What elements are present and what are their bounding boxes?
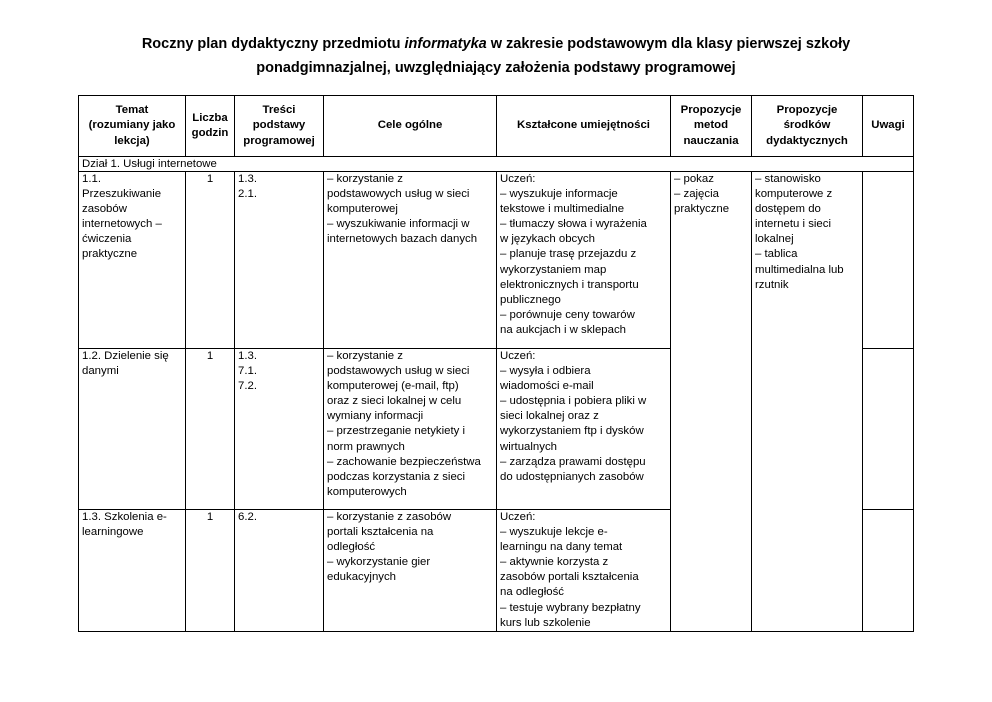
row-liczba: 1 [186, 172, 235, 349]
row-umiejetnosci: Uczeń: – wysyła i odbiera wiadomości e-mail – udostępnia i pobiera pliki w sieci lokalnej oraz z wykorzystaniem ftp i dysków wirtualnych – zarządza prawami dostępu do udostępnianych zasobów [497, 349, 671, 510]
row-cele: – korzystanie z podstawowych usług w sieci komputerowej – wyszukiwanie informacji w internetowych bazach danych [324, 172, 497, 349]
title-subject: informatyka [404, 36, 487, 52]
row-uwagi [863, 510, 914, 632]
row-umiejetnosci: Uczeń: – wyszukuje lekcje e- learningu na dany temat – aktywnie korzysta z zasobów portali kształcenia na odległość – testuje wybrany bezpłatny kurs lub szkolenie [497, 510, 671, 632]
header-liczba-godzin: Liczba godzin [186, 96, 235, 157]
header-metody: Propozycje metod nauczania [671, 96, 752, 157]
title-line-1 [0, 32, 992, 56]
title-line-2: ponadgimnazjalnej, uwzględniający założenia podstawy programowej [256, 60, 736, 76]
row-liczba: 1 [186, 510, 235, 632]
row-temat: 1.1. Przeszukiwanie zasobów internetowych – ćwiczenia praktyczne [79, 172, 186, 349]
row-tresci: 1.3. 2.1. [235, 172, 324, 349]
table-row [79, 172, 914, 349]
header-srodki: Propozycje środków dydaktycznych [752, 96, 863, 157]
header-tresci: Treści podstawy programowej [235, 96, 324, 157]
row-tresci: 1.3. 7.1. 7.2. [235, 349, 324, 510]
row-liczba: 1 [186, 349, 235, 510]
header-row [79, 96, 914, 157]
header-temat: Temat (rozumiany jako lekcja) [79, 96, 186, 157]
row-umiejetnosci: Uczeń: – wyszukuje informacje tekstowe i multimedialne – tłumaczy słowa i wyrażenia w językach obcych – planuje trasę przejazdu z wykorzystaniem map elektronicznych i transportu publicznego – porównuje ceny towarów na aukcjach i w sklepach [497, 172, 671, 349]
plan-table [78, 95, 914, 632]
section-title: Dział 1. Usługi internetowe [79, 157, 914, 172]
title-prefix: Roczny plan dydaktyczny przedmiotu [141, 36, 405, 52]
row-cele: – korzystanie z podstawowych usług w sieci komputerowej (e-mail, ftp) oraz z sieci lokalnej w celu wymiany informacji – przestrzeganie netykiety i norm prawnych – zachowanie bezpieczeństwa podczas korzystania z sieci komputerowych [324, 349, 497, 510]
row-tresci: 6.2. [235, 510, 324, 632]
row-temat: 1.3. Szkolenia e- learningowe [79, 510, 186, 632]
row-cele: – korzystanie z zasobów portali kształcenia na odległość – wykorzystanie gier edukacyjnych [324, 510, 497, 632]
title-suffix: w zakresie podstawowym dla klasy pierwszej szkoły [486, 36, 851, 52]
section-row [79, 157, 914, 172]
document-title [0, 32, 992, 80]
header-cele: Cele ogólne [324, 96, 497, 157]
row-uwagi [863, 172, 914, 349]
header-umiejetnosci: Kształcone umiejętności [497, 96, 671, 157]
header-uwagi: Uwagi [863, 96, 914, 157]
metody-cell: – pokaz – zajęcia praktyczne [671, 172, 752, 632]
srodki-cell: – stanowisko komputerowe z dostępem do internetu i sieci lokalnej – tablica multimedialna lub rzutnik [752, 172, 863, 632]
row-temat: 1.2. Dzielenie się danymi [79, 349, 186, 510]
row-uwagi [863, 349, 914, 510]
